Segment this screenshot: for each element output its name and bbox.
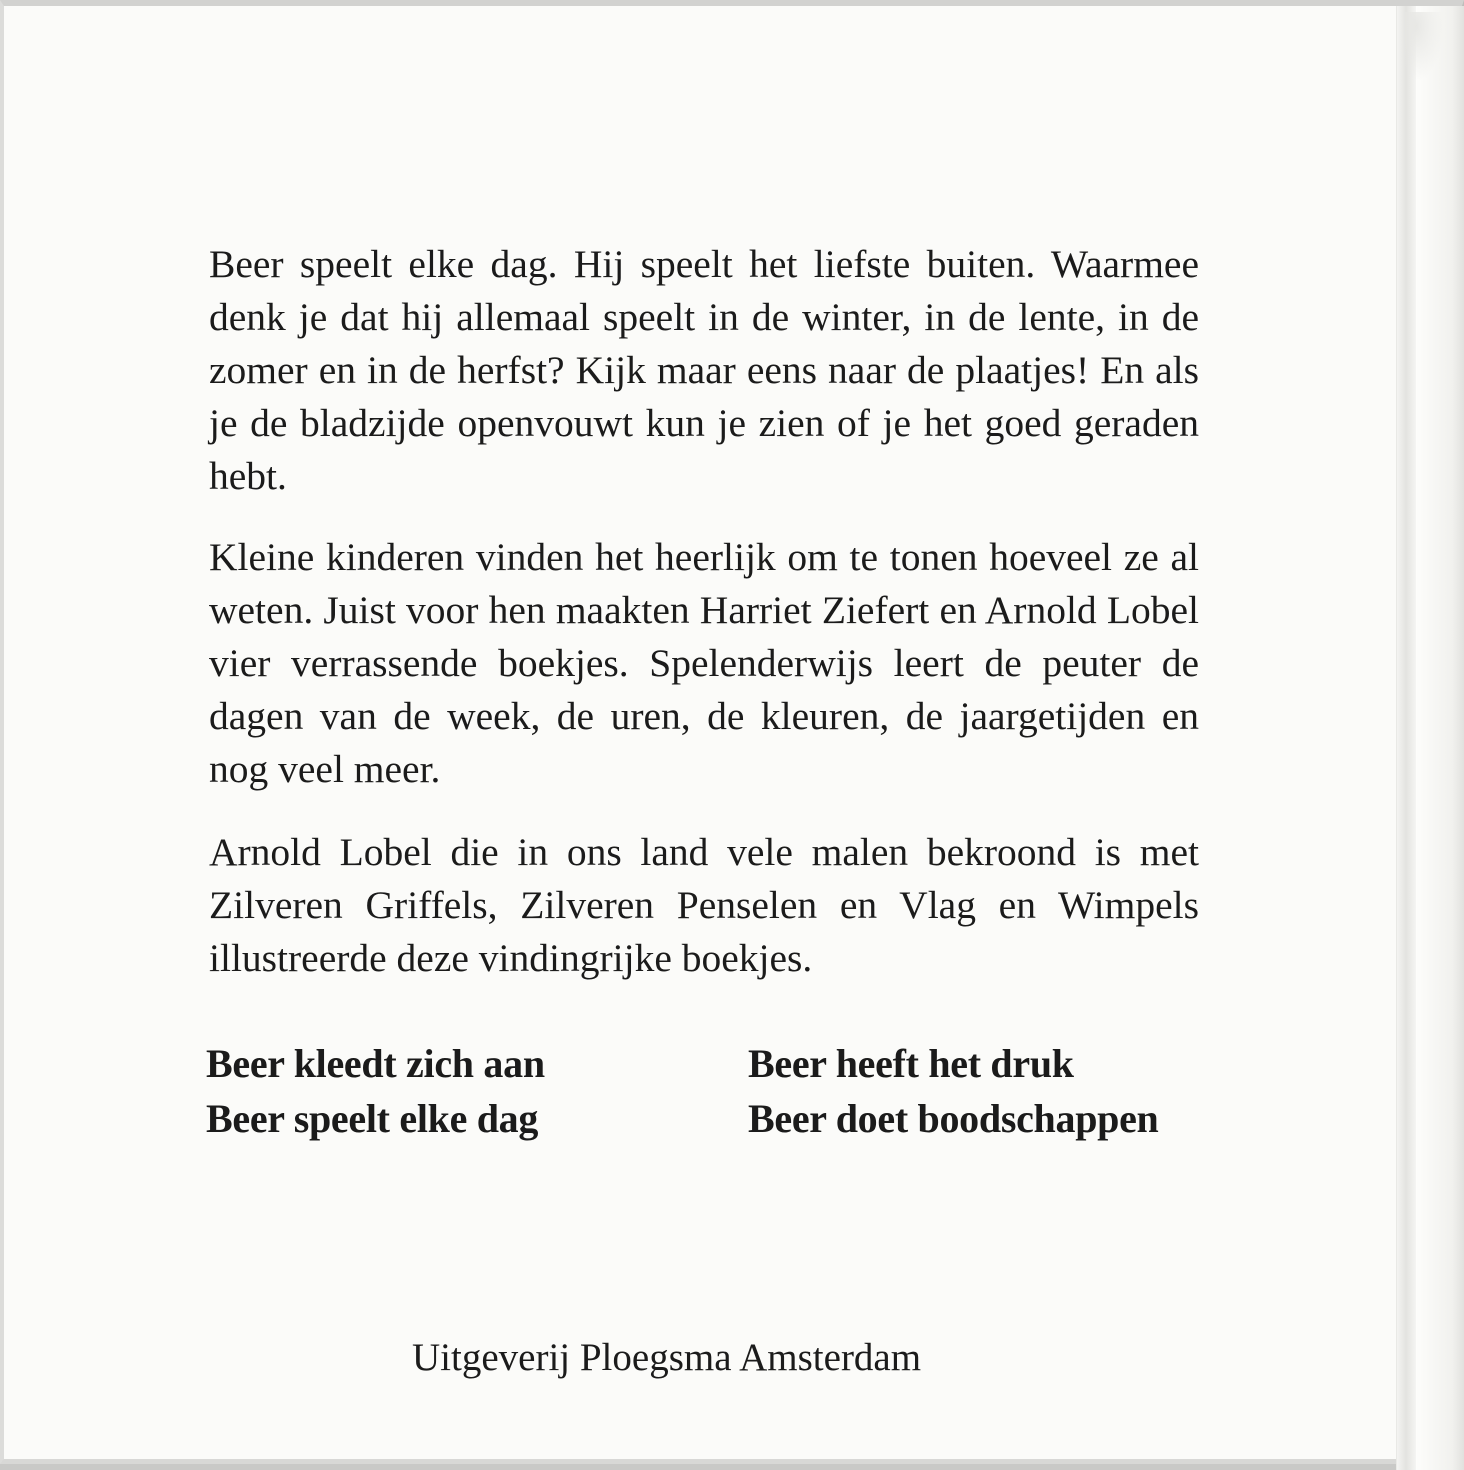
- book-spine-hinge: [1396, 6, 1417, 1470]
- series-titles-left: [206, 1036, 545, 1146]
- series-titles-right: [748, 1036, 1159, 1146]
- series-title: Beer doet boodschappen: [748, 1096, 1159, 1141]
- series-title: Beer kleedt zich aan: [206, 1041, 545, 1086]
- publisher-imprint: Uitgeverij Ploegsma Amsterdam: [412, 1336, 922, 1379]
- blurb-paragraph-2: Kleine kinderen vinden het heerlijk om te tonen hoeveel ze al weten. Juist voor hen maakten Harriet Ziefert en Arnold Lobel vier verrassende boekjes. Spelenderwijs leert de peuter de dagen van de week, de uren, de kleuren, de jaargetijden en nog veel meer.: [209, 535, 1199, 791]
- blurb-paragraph-1: Beer speelt elke dag. Hij speelt het liefste buiten. Waarmee denk je dat hij allemaal speelt in de winter, in de lente, in de zomer en in de herfst? Kijk maar eens naar de plaatjes! En als je de bladzijde openvouwt kun je zien of je het goed geraden hebt.: [209, 242, 1199, 498]
- corner-wear-mark: [1404, 12, 1444, 82]
- blurb-paragraph-3: Arnold Lobel die in ons land vele malen bekroond is met Zilveren Griffels, Zilveren Penselen en Vlag en Wimpels illustreerde deze vindingrijke boekjes.: [209, 830, 1199, 980]
- series-title: Beer speelt elke dag: [206, 1096, 539, 1141]
- series-title: Beer heeft het druk: [748, 1041, 1074, 1086]
- cover-right-edge: [1416, 6, 1464, 1470]
